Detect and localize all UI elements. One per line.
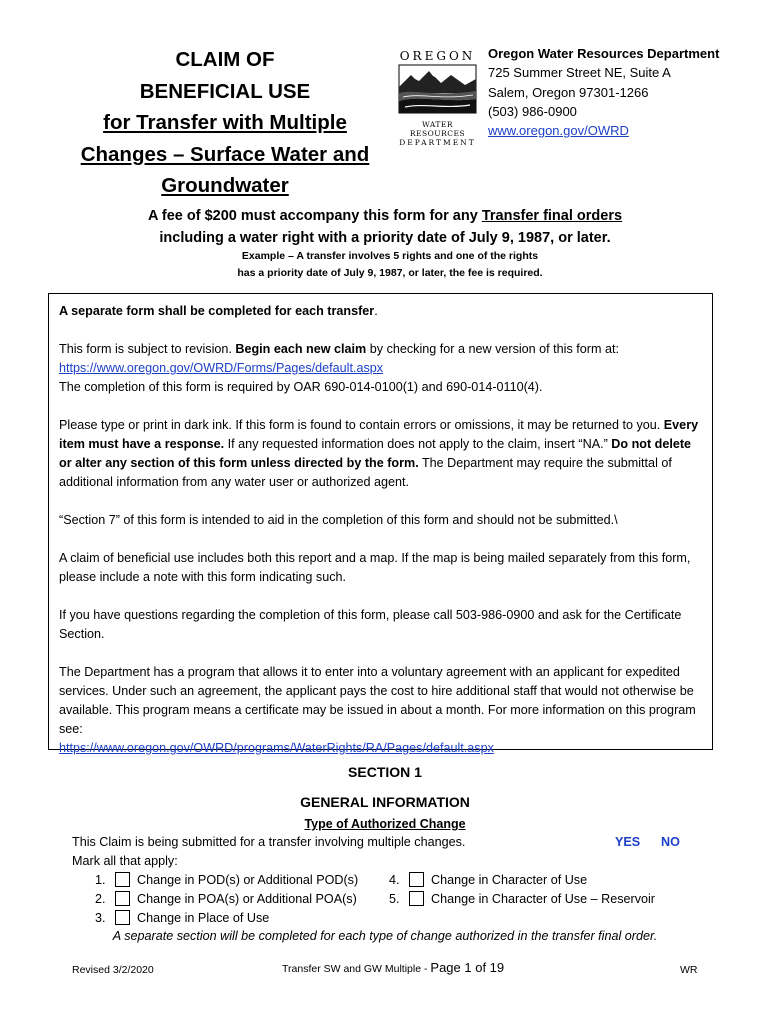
oregon-water-resources-logo xyxy=(395,49,480,147)
fee-example-line-2: has a priority date of July 9, 1987, or later, the fee is required. xyxy=(237,267,543,279)
checkbox-character-of-use[interactable] xyxy=(409,872,424,887)
section-heading: SECTION 1 xyxy=(348,764,422,780)
separate-form-notice: A separate form shall be completed for each transfer. xyxy=(59,304,378,318)
footer-revised-date: Revised 3/2/2020 xyxy=(72,964,154,976)
footer-center: Transfer SW and GW Multiple - Page 1 of 19 xyxy=(282,960,505,975)
fee-line-1a: A fee of $200 must accompany this form for any xyxy=(147,208,482,224)
form-title xyxy=(60,44,390,202)
checkbox-poa[interactable] xyxy=(115,891,130,906)
yes-option[interactable]: YES xyxy=(615,835,641,849)
checkbox-pod[interactable] xyxy=(115,872,130,887)
title-line-1: CLAIM OF xyxy=(175,48,275,71)
fee-line-2: including a water right with a priority date of July 9, 1987, or later. xyxy=(159,230,611,246)
mountain-landscape-icon xyxy=(395,63,480,115)
logo-bottom-text-2: DEPARTMENT xyxy=(399,138,476,147)
separate-section-note: A separate section will be completed for each type of change authorized in the transfer final order. xyxy=(112,929,658,943)
department-address xyxy=(488,44,719,140)
questions-note: If you have questions regarding the completion of this form, please call 503-986-0900 and ask for the Certificate Section. xyxy=(59,608,682,641)
change-option-2[interactable]: 2. Change in POA(s) or Additional POA(s) xyxy=(95,892,357,906)
fee-example xyxy=(40,248,740,282)
expedited-program-note: The Department has a program that allows it to enter into a voluntary agreement with an applicant for expedited services. Under such an agreement, the applicant pays the cost to hire additional staff that would not otherwise be available. This program means a certificate may be issued in about a month. For more information on this program see: xyxy=(59,665,696,736)
page-number: Page 1 of 19 xyxy=(430,960,505,975)
department-website-link[interactable]: www.oregon.gov/OWRD xyxy=(488,123,629,139)
title-line-2: BENEFICIAL USE xyxy=(139,79,311,103)
change-option-4[interactable]: 4. Change in Character of Use xyxy=(389,873,588,887)
program-page-link[interactable]: https://www.oregon.gov/OWRD/programs/WaterRights/RA/Pages/default.aspx xyxy=(59,741,494,755)
claim-statement: This Claim is being submitted for a transfer involving multiple changes. xyxy=(72,835,466,849)
department-city: Salem, Oregon 97301-1266 xyxy=(488,84,649,100)
fee-example-line-1: Example – A transfer involves 5 rights and one of the rights xyxy=(241,250,539,262)
logo-top-text: OREGON xyxy=(399,49,476,63)
footer-code: WR xyxy=(680,964,698,976)
instructions-box xyxy=(48,293,713,755)
department-phone: (503) 986-0900 xyxy=(488,103,577,119)
forms-page-link[interactable]: https://www.oregon.gov/OWRD/Forms/Pages/default.aspx xyxy=(59,361,384,375)
title-line-4: Changes – Surface Water and xyxy=(80,142,370,166)
fee-line-1b: Transfer final orders xyxy=(481,208,623,224)
change-option-1[interactable]: 1. Change in POD(s) or Additional POD(s) xyxy=(95,873,359,887)
fee-notice xyxy=(40,205,730,249)
section7-note: “Section 7” of this form is intended to aid in the completion of this form and should not be submitted.\ xyxy=(59,513,618,527)
title-line-3: for Transfer with Multiple xyxy=(103,111,347,134)
logo-bottom-text-1: WATER RESOURCES xyxy=(409,120,466,138)
general-information-heading: GENERAL INFORMATION xyxy=(300,794,470,810)
mark-all-label: Mark all that apply: xyxy=(72,854,178,868)
department-name: Oregon Water Resources Department xyxy=(488,46,720,61)
map-note: A claim of beneficial use includes both this report and a map. If the map is being mailed separately from this form, please include a note with this form indicating such. xyxy=(59,551,691,584)
revision-notice: This form is subject to revision. Begin each new claim by checking for a new version of this form at: xyxy=(59,342,619,356)
type-of-change-heading: Type of Authorized Change xyxy=(304,817,466,831)
department-street: 725 Summer Street NE, Suite A xyxy=(488,65,671,81)
checkbox-reservoir[interactable] xyxy=(409,891,424,906)
oar-notice: The completion of this form is required by OAR 690-014-0100(1) and 690-014-0110(4). xyxy=(59,380,543,394)
change-option-3[interactable]: 3. Change in Place of Use xyxy=(95,911,270,925)
change-option-5[interactable]: 5. Change in Character of Use – Reservoir xyxy=(389,892,655,906)
checkbox-place-of-use[interactable] xyxy=(115,910,130,925)
no-option[interactable]: NO xyxy=(661,835,680,849)
title-line-5: Groundwater xyxy=(161,174,289,197)
ink-instructions: Please type or print in dark ink. If this form is found to contain errors or omissions, it may be returned to you. Every item must have a response. If any requested information does not apply to the claim, insert “NA.” Do not delete or alter any section of this form unless directed by the form. The Department may require the submittal of additional information from any water user or authorized agent. xyxy=(59,418,699,489)
